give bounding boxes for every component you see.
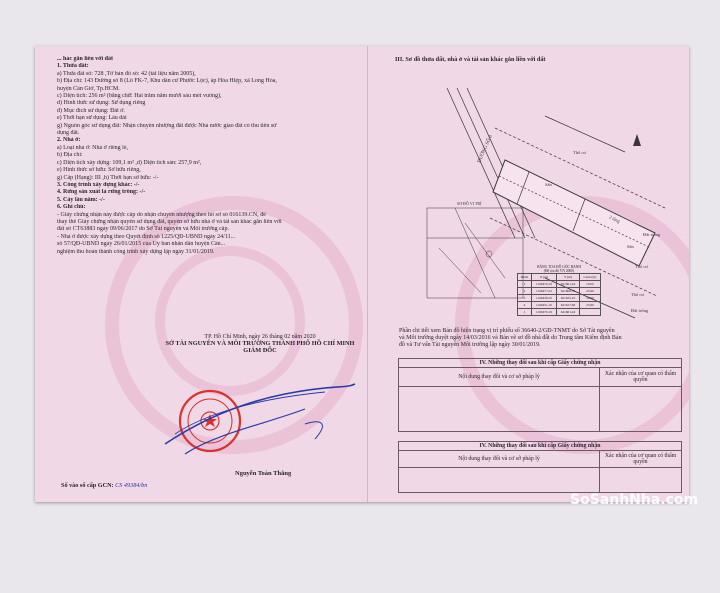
changes-table	[398, 358, 682, 432]
coord-header-cell: Điểm	[518, 274, 532, 281]
changes-table-title: IV. Những thay đổi sau khi cấp Giấy chứng nhận	[399, 442, 682, 451]
table-row	[399, 359, 682, 368]
issue-date: TP. Hồ Chí Minh, ngày 26 tháng 02 năm 2020	[204, 334, 316, 340]
coord-cell: 25,60	[579, 288, 600, 295]
changes-col-confirm: Xác nhận của cơ quan có thẩm quyền	[600, 368, 682, 387]
certificate-serial	[61, 482, 147, 489]
changes-empty-cell	[600, 387, 682, 432]
land-line: b) Địa chỉ: 143 Đường số 8 (Lô FK-7, Khu dân cư Phước Lộc), ấp Hòa Hiệp, xã Long Hòa,	[57, 78, 277, 85]
inset-label: SƠ ĐỒ VỊ TRÍ	[457, 201, 482, 206]
section-notes-title: 6. Ghi chú:	[57, 204, 86, 211]
coord-cell: 1160451,10	[531, 302, 556, 309]
authority-title: GIÁM ĐỐC	[243, 347, 277, 354]
coord-cell	[579, 309, 600, 316]
changes-col-content: Nội dung thay đổi và cơ sở pháp lý	[399, 451, 600, 468]
signer-name: Nguyễn Toàn Thắng	[235, 470, 292, 477]
changes-col-confirm: Xác nhận của cơ quan có thẩm quyền	[600, 451, 682, 468]
table-row	[518, 302, 601, 309]
land-line: e) Thời hạn sử dụng: Lâu dài	[57, 115, 127, 122]
note-line: đất số CT63883 ngày 09/06/2017 do Sở Tài nguyên và Môi trường cấp.	[57, 226, 229, 233]
changes-empty-cell	[600, 468, 682, 493]
map-label: 2 tầng	[608, 214, 621, 224]
issuing-authority: SỞ TÀI NGUYÊN VÀ MÔI TRƯỜNG THÀNH PHỐ HỒ CHÍ MINH	[165, 340, 355, 347]
table-row	[518, 295, 601, 302]
coord-cell: 25,60	[579, 302, 600, 309]
table-row	[399, 442, 682, 451]
changes-empty-cell	[399, 387, 600, 432]
north-arrow-icon	[633, 134, 641, 146]
note-line: thay thế Giấy chứng nhận quyền sử dụng đất, quyền sở hữu nhà ở và tài sản khác gắn liền với	[57, 218, 282, 225]
table-row	[399, 387, 682, 432]
coord-cell: 10,00	[579, 281, 600, 288]
map-label: Thổ cư	[573, 150, 586, 155]
coord-cell: 4	[518, 302, 532, 309]
changes-table-title: IV. Những thay đổi sau khi cấp Giấy chứng nhận	[399, 359, 682, 368]
coord-cell: 1	[518, 281, 532, 288]
house-line: a) Loại nhà ở: Nhà ở riêng lẻ,	[57, 144, 128, 151]
signature-block	[160, 334, 360, 354]
section-diagram-title: III. Sơ đồ thửa đất, nhà ở và tài sản khác gắn liền với đất	[395, 56, 546, 63]
coord-cell: 1	[518, 309, 532, 316]
table-row	[399, 468, 682, 493]
table-row	[518, 281, 601, 288]
changes-col-content: Nội dung thay đổi và cơ sở pháp lý	[399, 368, 600, 387]
land-line: đ) Mục đích sử dụng: Đất ở.	[57, 107, 125, 114]
house-line: e) Hình thức sở hữu: Sở hữu riêng,	[57, 167, 141, 174]
house-line: b) Địa chỉ:	[57, 152, 83, 159]
note-line: số 57/QĐ-UBND ngày 26/01/2015 của Ủy ban nhân dân huyện Cần...	[57, 241, 226, 248]
table-row	[399, 451, 682, 468]
house-line: c) Diện tích xây dựng: 109,1 m² ,d) Diện tích sàn: 257,9 m²,	[57, 159, 202, 166]
note-line: và Môi trường duyệt ngày 14/03/2016 và Bản vẽ sơ đồ nhà đất do Trung tâm Kiểm định Bản	[399, 335, 622, 342]
section-other-works: 3. Công trình xây dựng khác: -/-	[57, 181, 140, 188]
changes-table-continued	[398, 441, 682, 493]
land-line: a) Thửa đất số: 728 ,Tờ bản đồ số: 42 (tài liệu năm 2005),	[57, 70, 196, 77]
coord-cell: 621601,44	[556, 281, 579, 288]
house-line: g) Cấp (Hạng): III ,h) Thời hạn sở hữu: -/-	[57, 174, 159, 181]
right-page	[395, 56, 679, 63]
coord-cell: 621617,96	[556, 302, 579, 309]
land-line: c) Diện tích: 256 m² (bằng chữ: Hai trăm năm mươi sáu mét vuông),	[57, 93, 222, 100]
land-line: huyện Cần Giờ, Tp.HCM.	[57, 85, 120, 92]
coord-cell: 10,00	[579, 295, 600, 302]
road-label: ĐƯỜNG SỐ 8	[477, 134, 494, 164]
note-line: - Giấy chứng nhận này được cấp do nhận chuyển nhượng theo hồ sơ số 016139.CN, để	[57, 211, 266, 218]
land-line: dụng đất.	[57, 130, 80, 137]
map-label: Thổ cư	[635, 264, 648, 269]
table-row	[518, 274, 601, 281]
map-reference-note	[399, 328, 679, 350]
map-label: Đất trống	[643, 232, 661, 237]
coord-cell: 621608,33	[556, 288, 579, 295]
land-use-certificate	[35, 46, 689, 502]
coord-cell: 1160470,19	[531, 281, 556, 288]
land-line: d) Hình thức sử dụng: Sử dụng riêng	[57, 100, 146, 107]
coord-header-cell: Y (m)	[556, 274, 579, 281]
note-line: đồ và Tư vấn Tài nguyên Môi trường lập ngày 30/01/2019.	[399, 342, 541, 349]
left-page	[57, 56, 357, 256]
land-line: g) Nguồn gốc sử dụng đất: Nhận chuyển nhượng đất được Nhà nước giao đất có thu tiền sử	[57, 122, 277, 129]
section-forest: 4. Rừng sản xuất là rừng trồng: -/-	[57, 189, 146, 196]
section-perennial: 5. Cây lâu năm: -/-	[57, 196, 105, 203]
coord-cell: 1160470,19	[531, 309, 556, 316]
coord-cell: 2	[518, 288, 532, 295]
coord-header-cell: X (m)	[531, 274, 556, 281]
coord-cell: 621601,44	[556, 309, 579, 316]
coord-header-cell: Cạnh (m)	[579, 274, 600, 281]
table-row	[518, 288, 601, 295]
left-header: ... hác gắn liền với đất	[57, 56, 113, 62]
map-label: Đất trống	[631, 308, 649, 313]
site-watermark: SoSanhNha.com	[570, 492, 699, 508]
note-line: - Nhà ở được xây dựng theo Quyết định số 1225/QĐ-UBND ngày 24/11...	[57, 233, 236, 240]
note-line: nghiệm thu hoàn thành công trình xây dựng lập ngày 31/01/2019.	[57, 248, 215, 255]
map-label: Sân	[545, 182, 552, 187]
section-land-title: 1. Thửa đất:	[57, 63, 89, 70]
section-house-title: 2. Nhà ở:	[57, 137, 81, 144]
serial-value: CS 49384/bn	[115, 482, 148, 489]
coord-cell: 1160458,10	[531, 295, 556, 302]
coord-cell: 1160477,22	[531, 288, 556, 295]
changes-empty-cell	[399, 468, 600, 493]
table-row	[518, 309, 601, 316]
map-label: Sân	[627, 244, 634, 249]
map-label: Thổ cư	[631, 292, 644, 297]
note-line: Phần chi tiết xem Bản đồ hiện trạng vị trí phiếu số 36640-2/GĐ-TNMT do Sở Tài nguyên	[399, 328, 615, 334]
serial-label: Số vào sổ cấp GCN:	[61, 482, 114, 489]
coordinate-table	[517, 265, 601, 316]
table-row	[399, 368, 682, 387]
coord-table-title: BẢNG TỌA ĐỘ GÓC RANH	[537, 265, 581, 269]
coord-cell: 3	[518, 295, 532, 302]
signature-icon	[155, 364, 375, 464]
coord-table-subtitle: (Hệ tọa độ VN 2000)	[543, 269, 575, 273]
coord-cell: 621625,25	[556, 295, 579, 302]
